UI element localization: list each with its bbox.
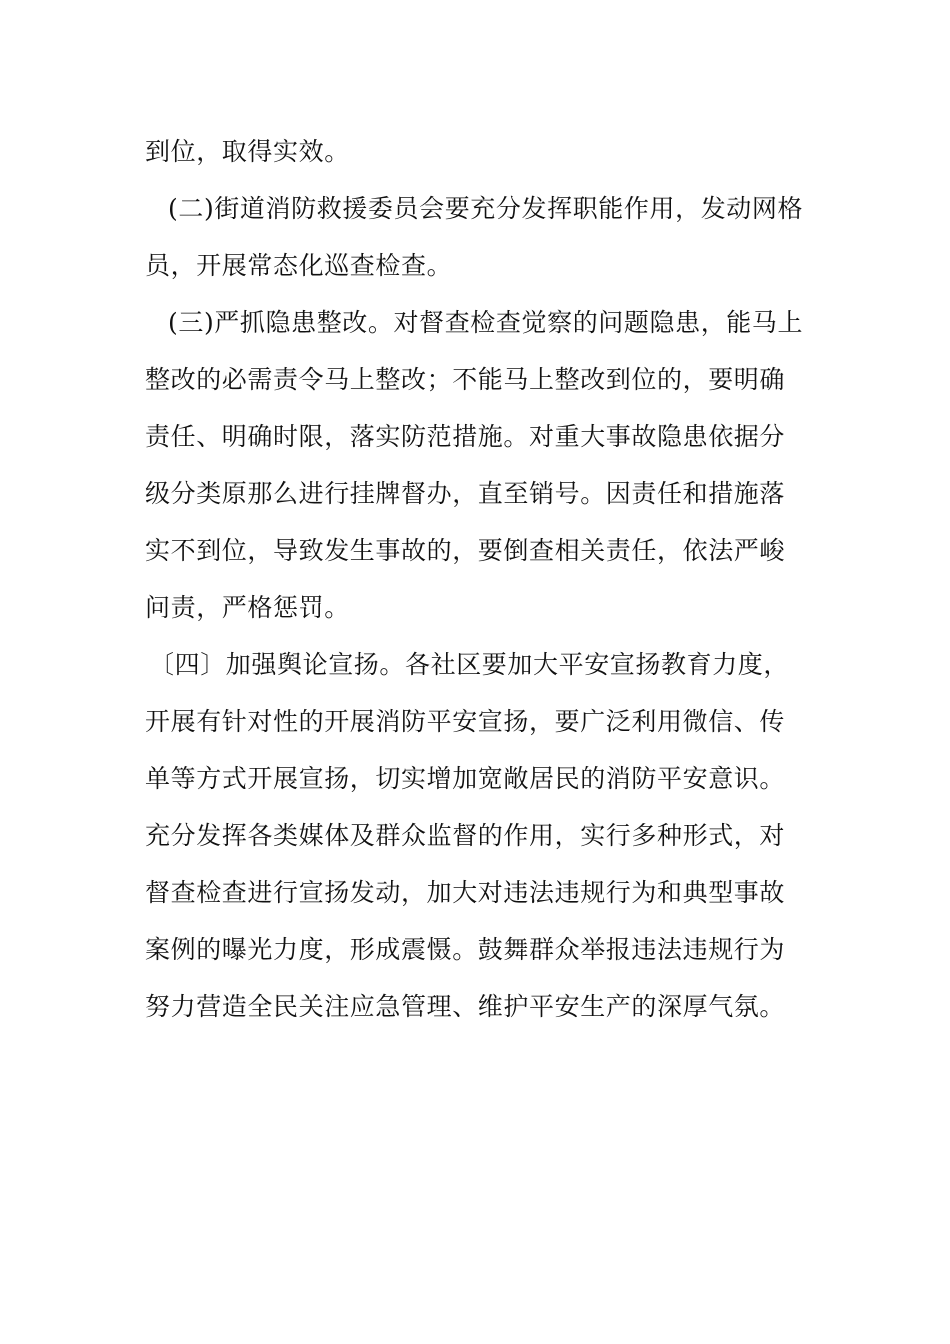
- text-line: 开展有针对性的开展消防平安宣扬，要广泛利用微信、传: [145, 707, 786, 736]
- text-line: 单等方式开展宣扬，切实增加宽敞居民的消防平安意识。: [145, 764, 786, 793]
- text-line: 督查检查进行宣扬发动，加大对违法违规行为和典型事故: [145, 878, 786, 907]
- text-line: 问责，严格惩罚。: [145, 593, 350, 622]
- text-line: 级分类原那么进行挂牌督办，直至销号。因责任和措施落: [145, 479, 786, 508]
- text-line: (二)街道消防救援委员会要充分发挥职能作用，发动网格: [168, 194, 804, 223]
- text-line: 整改的必需责令马上整改；不能马上整改到位的，要明确: [145, 365, 786, 394]
- text-line: 员，开展常态化巡查检查。: [145, 251, 453, 280]
- text-line: 努力营造全民关注应急管理、维护平安生产的深厚气氛。: [145, 992, 786, 1021]
- text-line: 到位，取得实效。: [145, 137, 350, 166]
- text-line: 充分发挥各类媒体及群众监督的作用，实行多种形式，对: [145, 821, 786, 850]
- text-line: (三)严抓隐患整改。对督查检查觉察的问题隐患，能马上: [168, 308, 804, 337]
- text-line: 实不到位，导致发生事故的，要倒查相关责任，依法严峻: [145, 536, 786, 565]
- text-line: 责任、明确时限，落实防范措施。对重大事故隐患依据分: [145, 422, 786, 451]
- text-line: 案例的曝光力度，形成震慑。鼓舞群众举报违法违规行为: [145, 935, 786, 964]
- text-line: 〔四〕加强舆论宣扬。各社区要加大平安宣扬教育力度，: [149, 650, 790, 679]
